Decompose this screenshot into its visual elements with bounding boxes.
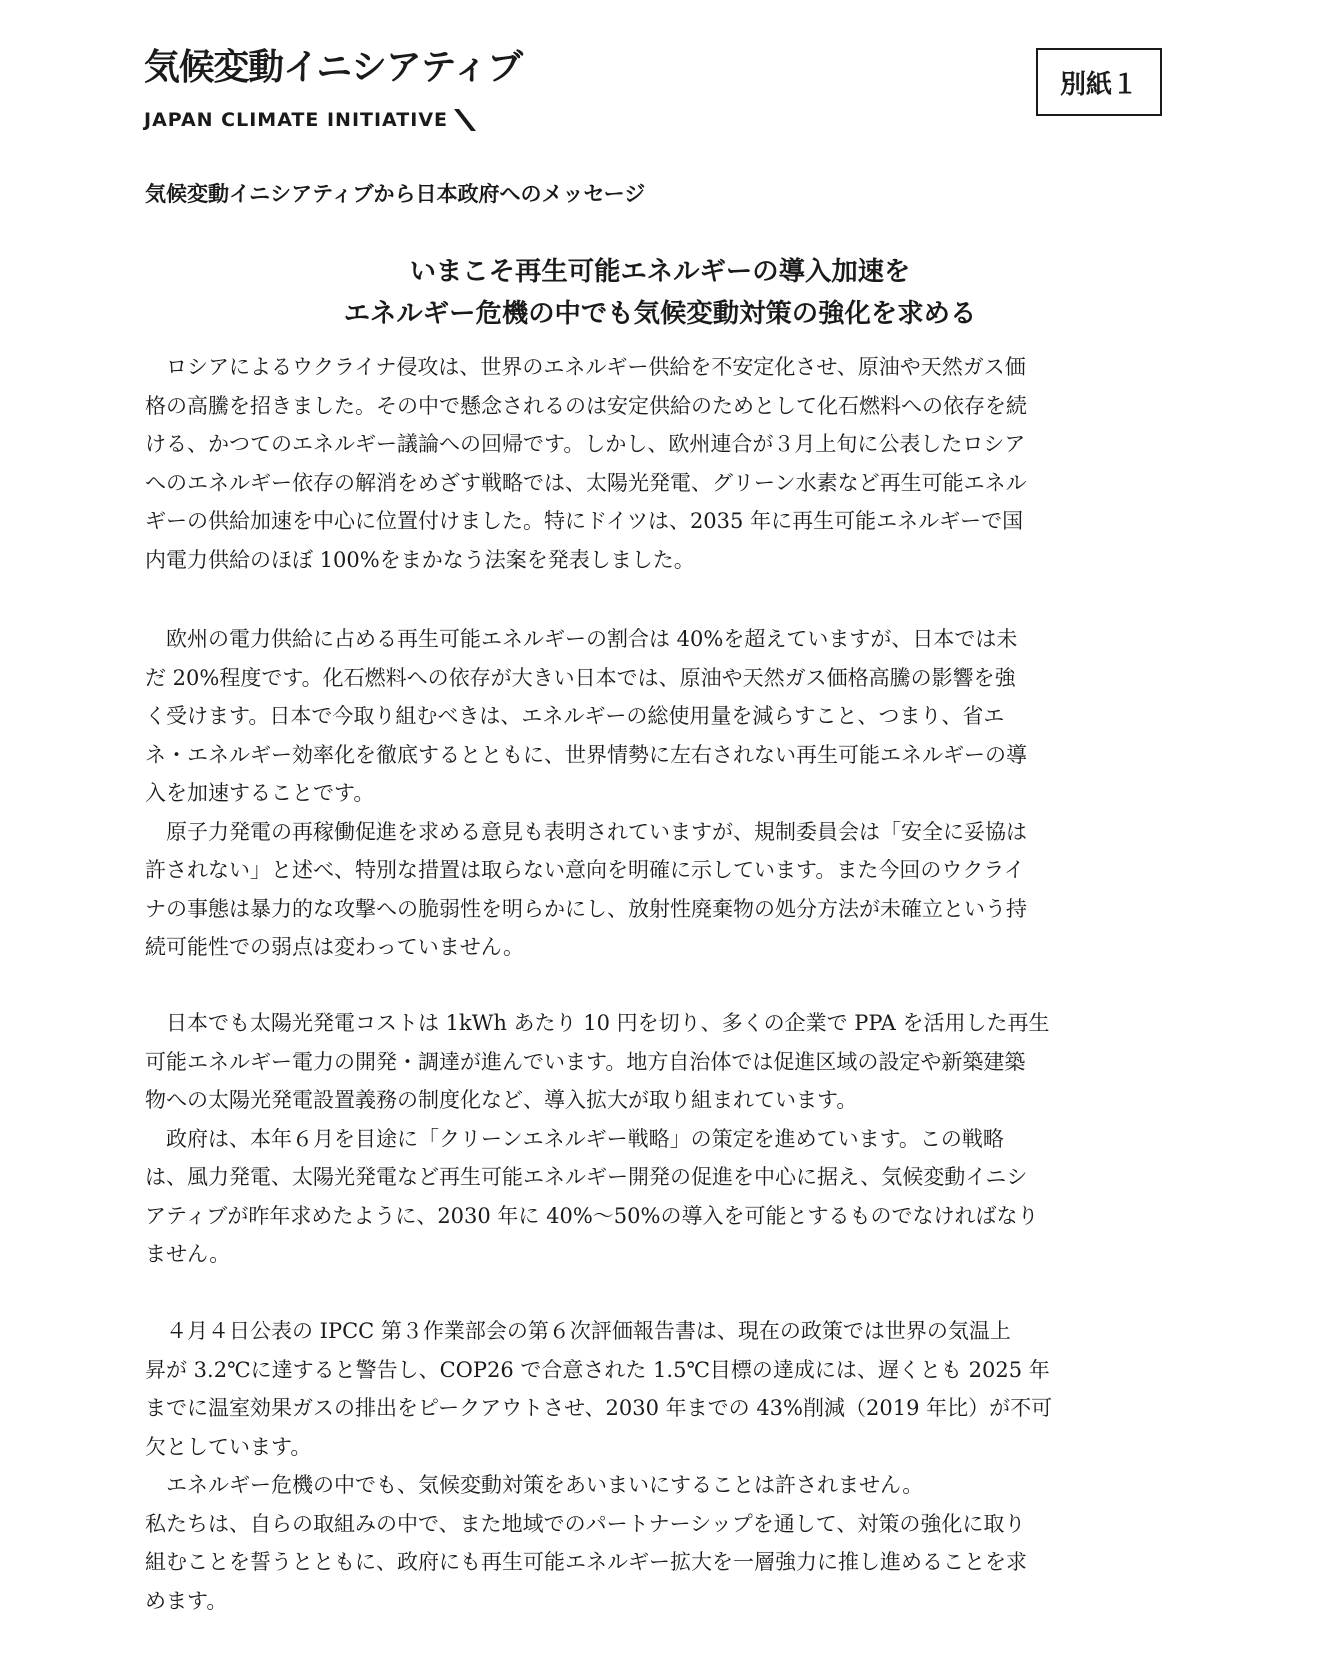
paragraph-line: めます。 bbox=[145, 1588, 228, 1613]
document-title-line-1: いまこそ再生可能エネルギーの導入加速を bbox=[409, 256, 911, 287]
paragraph-line: 組むことを誓うとともに、政府にも再生可能エネルギー拡大を一層強力に推し進めることを求 bbox=[145, 1550, 1027, 1574]
paragraph-line: 昇が 3.2℃に達すると警告し、COP26 で合意された 1.5℃目標の達成には、遅くとも 2025 年 bbox=[145, 1357, 1050, 1382]
paragraph-line: ４月４日公表の IPCC 第３作業部会の第６次評価報告書は、現在の政策では世界の気温上 bbox=[145, 1319, 1011, 1343]
paragraph-1 bbox=[145, 348, 1175, 579]
paragraph-4 bbox=[145, 1312, 1175, 1620]
document-subtitle: 気候変動イニシアティブから日本政府へのメッセージ bbox=[145, 182, 646, 206]
paragraph-line: ナの事態は暴力的な攻撃への脆弱性を明らかにし、放射性廃棄物の処分方法が未確立という持 bbox=[145, 896, 1027, 921]
paragraph-line: 日本でも太陽光発電コストは 1kWh あたり 10 円を切り、多くの企業で PPA を活用した再生 bbox=[145, 1011, 1050, 1035]
paragraph-line: ける、かつてのエネルギー議論への回帰です。しかし、欧州連合が３月上旬に公表したロシア bbox=[145, 432, 1026, 456]
paragraph-line: だ 20%程度です。化石燃料への依存が大きい日本では、原油や天然ガス価格高騰の影響を強 bbox=[145, 665, 1016, 690]
paragraph-2 bbox=[145, 620, 1175, 967]
paragraph-line: 許されない」と述べ、特別な措置は取らない意向を明確に示しています。また今回のウクライ bbox=[145, 858, 1025, 882]
paragraph-line: へのエネルギー依存の解消をめざす戦略では、太陽光発電、グリーン水素など再生可能エネル bbox=[145, 470, 1027, 495]
attachment-label: 別紙１ bbox=[1036, 48, 1162, 116]
jci-logo bbox=[144, 42, 524, 132]
logo-english-row bbox=[144, 108, 524, 132]
paragraph-line: 原子力発電の再稼働促進を求める意見も表明されていますが、規制委員会は「安全に妥協は bbox=[145, 819, 1027, 844]
paragraph-line: 欠としています。 bbox=[145, 1434, 312, 1459]
logo-slash-icon bbox=[454, 109, 476, 131]
paragraph-line: 物への太陽光発電設置義務の制度化など、導入拡大が取り組まれています。 bbox=[145, 1088, 858, 1112]
paragraph-line: 入を加速することです。 bbox=[145, 781, 375, 805]
paragraph-line: 内電力供給のほぼ 100%をまかなう法案を発表しました。 bbox=[145, 547, 695, 572]
paragraph-line: ネ・エネルギー効率化を徹底するとともに、世界情勢に左右されない再生可能エネルギーの導 bbox=[145, 742, 1027, 767]
paragraph-line: アティブが昨年求めたように、2030 年に 40%～50%の導入を可能とするものでなければなり bbox=[145, 1203, 1039, 1228]
paragraph-line: ロシアによるウクライナ侵攻は、世界のエネルギー供給を不安定化させ、原油や天然ガス価 bbox=[145, 355, 1026, 379]
paragraph-3 bbox=[145, 1004, 1175, 1274]
paragraph-line: 私たちは、自らの取組みの中で、また地域でのパートナーシップを通して、対策の強化に取り bbox=[145, 1511, 1026, 1536]
paragraph-line: ギーの供給加速を中心に位置付けました。特にドイツは、2035 年に再生可能エネルギーで国 bbox=[145, 509, 1024, 533]
logo-japanese: 気候変動イニシアティブ bbox=[144, 47, 522, 88]
paragraph-line: 政府は、本年６月を目途に「クリーンエネルギー戦略」の策定を進めています。この戦略 bbox=[145, 1126, 1004, 1151]
paragraph-line: は、風力発電、太陽光発電など再生可能エネルギー開発の促進を中心に据え、気候変動イニシ bbox=[145, 1165, 1028, 1189]
paragraph-line: までに温室効果ガスの排出をピークアウトさせ、2030 年までの 43%削減（2019 年比）が不可 bbox=[145, 1396, 1053, 1420]
paragraph-line: エネルギー危機の中でも、気候変動対策をあいまいにすることは許されません。 bbox=[145, 1473, 924, 1497]
paragraph-line: ません。 bbox=[145, 1242, 231, 1266]
document-title-line-2: エネルギー危機の中でも気候変動対策の強化を求める bbox=[343, 298, 977, 329]
paragraph-line: 格の高騰を招きました。その中で懸念されるのは安定供給のためとして化石燃料への依存を続 bbox=[145, 393, 1027, 418]
paragraph-line: く受けます。日本で今取り組むべきは、エネルギーの総使用量を減らすこと、つまり、省エ bbox=[145, 704, 1005, 728]
logo-english: JAPAN CLIMATE INITIATIVE bbox=[144, 109, 448, 131]
paragraph-line: 可能エネルギー電力の開発・調達が進んでいます。地方自治体では促進区域の設定や新築建築 bbox=[145, 1049, 1026, 1074]
paragraph-line: 続可能性での弱点は変わっていません。 bbox=[145, 935, 525, 959]
paragraph-line: 欧州の電力供給に占める再生可能エネルギーの割合は 40%を超えていますが、日本では未 bbox=[145, 627, 1018, 651]
